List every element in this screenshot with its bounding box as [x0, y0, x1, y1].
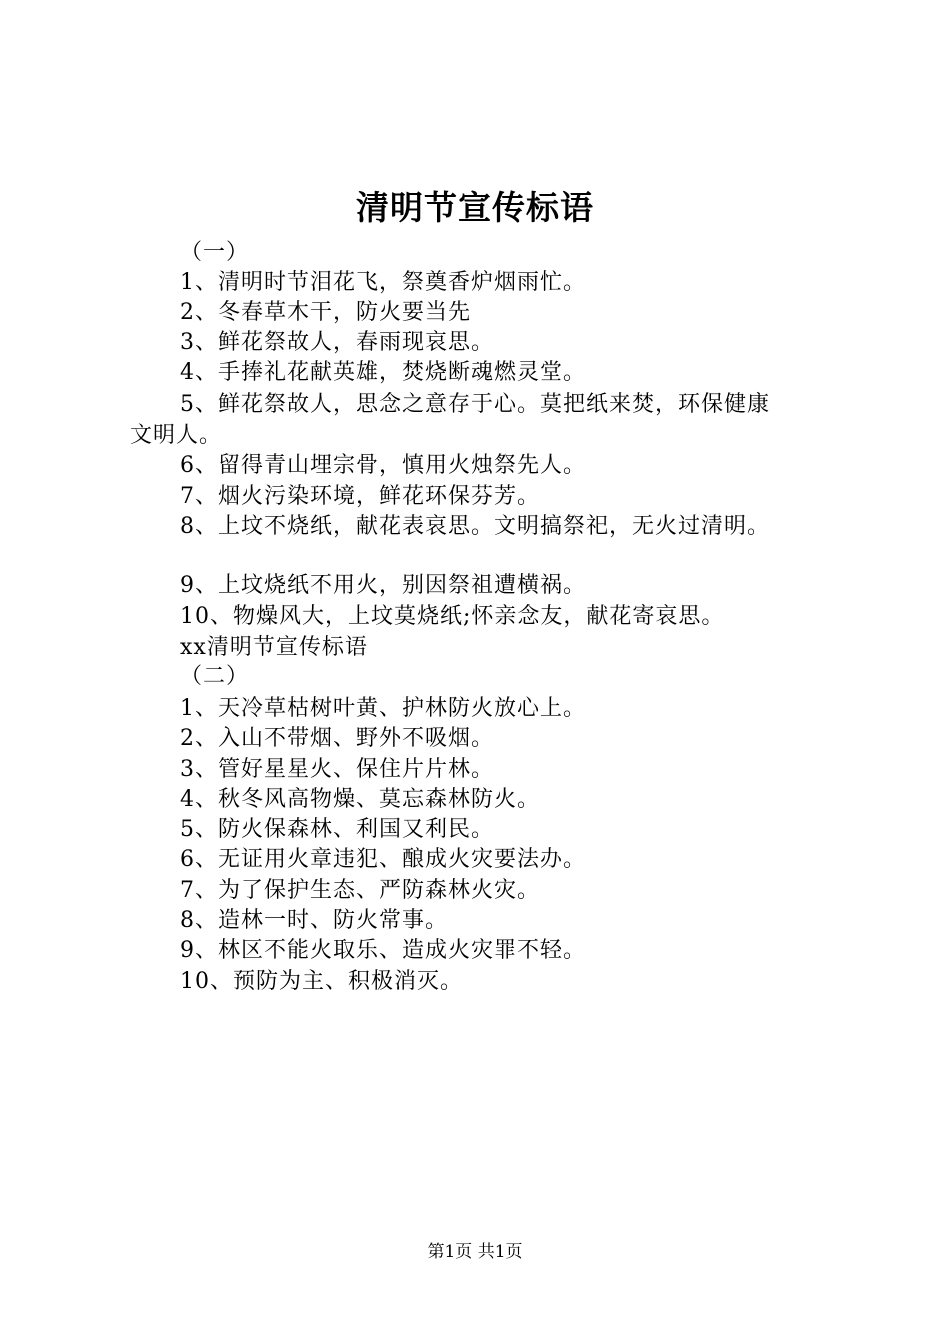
slogan-line: 2、入山不带烟、野外不吸烟。 — [180, 726, 494, 751]
slogan-line: 1、天冷草枯树叶黄、护林防火放心上。 — [180, 696, 586, 721]
slogan-line: 5、防火保森林、利国又利民。 — [180, 817, 494, 842]
slogan-line: 1、清明时节泪花飞，祭奠香炉烟雨忙。 — [180, 270, 586, 295]
slogan-line: 4、秋冬风高物燥、莫忘森林防火。 — [180, 787, 540, 812]
slogan-line: 2、冬春草木干，防火要当先 — [180, 300, 471, 325]
subtitle-line: xx清明节宣传标语 — [180, 635, 368, 660]
section-heading-1: （一） — [180, 240, 250, 265]
slogan-line: 7、为了保护生态、严防森林火灾。 — [180, 878, 540, 903]
slogan-line: 10、物燥风大，上坟莫烧纸;怀亲念友，献花寄哀思。 — [180, 604, 725, 629]
slogan-line-continuation: 文明人。 — [130, 423, 223, 448]
document-title: 清明节宣传标语 — [356, 188, 594, 227]
slogan-line: 4、手捧礼花献英雄，焚烧断魂燃灵堂。 — [180, 360, 586, 385]
section-heading-2: （二） — [180, 664, 250, 689]
slogan-line: 9、林区不能火取乐、造成火灾罪不轻。 — [180, 938, 586, 963]
slogan-line: 3、鲜花祭故人，春雨现哀思。 — [180, 330, 494, 355]
slogan-line: 8、造林一时、防火常事。 — [180, 908, 448, 933]
slogan-line: 6、留得青山埋宗骨，慎用火烛祭先人。 — [180, 453, 586, 478]
slogan-line: 9、上坟烧纸不用火，别因祭祖遭横祸。 — [180, 573, 586, 598]
slogan-line: 8、上坟不烧纸，献花表哀思。文明搞祭祀，无火过清明。 — [180, 514, 770, 539]
slogan-line: 10、预防为主、积极消灭。 — [180, 969, 463, 994]
slogan-line: 7、烟火污染环境，鲜花环保芬芳。 — [180, 484, 540, 509]
slogan-line: 3、管好星星火、保住片片林。 — [180, 757, 494, 782]
slogan-line: 6、无证用火章违犯、酿成火灾要法办。 — [180, 847, 586, 872]
page-footer: 第1页 共1页 — [427, 1242, 523, 1262]
slogan-line: 5、鲜花祭故人，思念之意存于心。莫把纸来焚，环保健康 — [180, 392, 770, 417]
